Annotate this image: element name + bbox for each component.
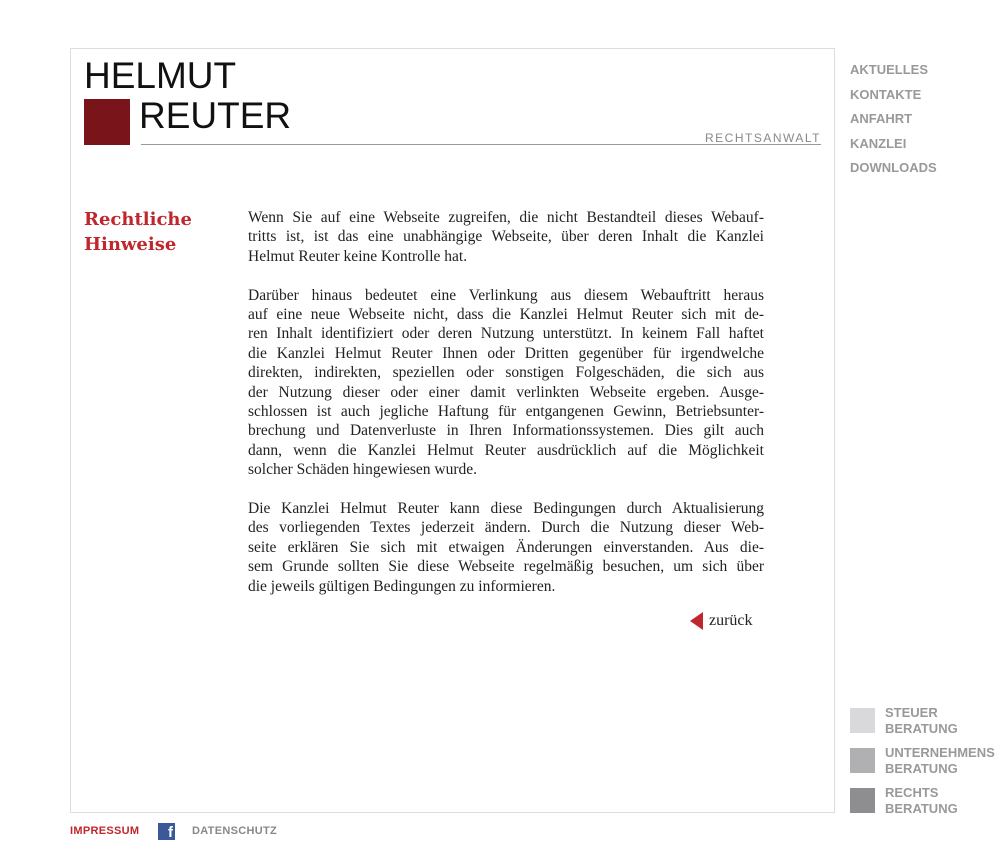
paragraph	[248, 286, 764, 480]
service-unternehmensberatung[interactable]	[850, 745, 995, 777]
text-line: auf eine neue Webseite nicht, dass die Kanzlei Helmut Reuter sich mit de-	[248, 306, 764, 324]
text-line: des vorliegenden Textes jederzeit ändern. Durch die Nutzung dieser Web-	[248, 519, 764, 537]
nav-kontakte[interactable]: KONTAKTE	[850, 86, 922, 102]
service-label: BERATUNG	[885, 761, 958, 776]
logo-square	[84, 99, 130, 145]
arrow-left-icon	[690, 612, 703, 630]
text-line: solcher Schäden hingewiesen wurde.	[248, 461, 477, 479]
title-line: Rechtliche	[84, 209, 192, 230]
text-line: direkten, indirekten, speziellen oder sonstigen Folgeschäden, die sich aus	[248, 364, 764, 382]
service-label: STEUER	[885, 705, 938, 720]
text-line: sem Grunde sollten Sie diese Webseite regelmäßig besuchen, um sich über	[248, 558, 764, 576]
service-swatch	[850, 708, 875, 733]
footer-datenschutz[interactable]: DATENSCHUTZ	[192, 825, 277, 837]
text-line: Wenn Sie auf eine Webseite zugreifen, die nicht Bestandteil dieses Webauf-	[248, 209, 764, 226]
main-nav	[850, 58, 937, 181]
title-line: Hinweise	[84, 234, 177, 255]
service-label: RECHTS	[885, 785, 939, 800]
back-label: zurück	[709, 612, 753, 629]
nav-kanzlei[interactable]: KANZLEI	[850, 135, 907, 151]
text-line: ren Inhalt identifiziert oder deren Nutzung unterstützt. In keinem Fall haftet	[248, 325, 764, 343]
page-title	[84, 207, 224, 257]
text-line: Darüber hinaus bedeutet eine Verlinkung aus diesem Webauftritt heraus	[248, 286, 764, 304]
logo-lastname: REUTER	[139, 95, 292, 136]
text-line: tritts ist, ist das eine unabhängige Webseite, über deren Inhalt die Kanzlei	[248, 228, 764, 246]
back-link[interactable]	[690, 612, 753, 630]
text-line: dann, wenn die Kanzlei Helmut Reuter ausdrücklich auf die Möglichkeit	[248, 441, 764, 459]
text-line: Die Kanzlei Helmut Reuter kann diese Bedingungen durch Aktualisierung	[248, 500, 764, 518]
text-line: die jeweils gültigen Bedingungen zu informieren.	[248, 577, 556, 595]
legal-text	[248, 208, 764, 615]
service-label: BERATUNG	[885, 721, 958, 736]
footer-impressum[interactable]: IMPRESSUM	[70, 825, 140, 837]
logo-firstname: HELMUT	[84, 55, 237, 96]
text-line: seite erklären Sie sich mit etwaigen Änderungen einverstanden. Aus die-	[248, 538, 764, 556]
facebook-icon[interactable]: f	[158, 823, 175, 840]
logo-tagline: RECHTSANWALT	[704, 131, 821, 145]
service-swatch	[850, 748, 875, 773]
text-line: Helmut Reuter keine Kontrolle hat.	[248, 247, 468, 265]
paragraph	[248, 208, 764, 266]
service-label: BERATUNG	[885, 801, 958, 816]
service-steuerberatung[interactable]	[850, 705, 958, 737]
text-line: die Kanzlei Helmut Reuter Ihnen oder Dritten gegenüber für irgendwelche	[248, 344, 764, 362]
service-rechtsberatung[interactable]	[850, 785, 958, 817]
text-line: schlossen ist auch jegliche Haftung für entgangenen Gewinn, Betriebsunter-	[248, 403, 764, 421]
service-swatch	[850, 788, 875, 813]
service-label: UNTERNEHMENS	[885, 745, 995, 760]
text-line: der Nutzung dieser oder einer damit verlinkten Webseite ergeben. Ausge-	[248, 383, 764, 401]
nav-anfahrt[interactable]: ANFAHRT	[850, 111, 913, 126]
paragraph	[248, 499, 764, 596]
text-line: brechung und Datenverluste in Ihren Informationssystemen. Dies gilt auch	[248, 422, 764, 440]
nav-downloads[interactable]: DOWNLOADS	[850, 160, 937, 175]
nav-aktuelles[interactable]: AKTUELLES	[850, 62, 928, 77]
